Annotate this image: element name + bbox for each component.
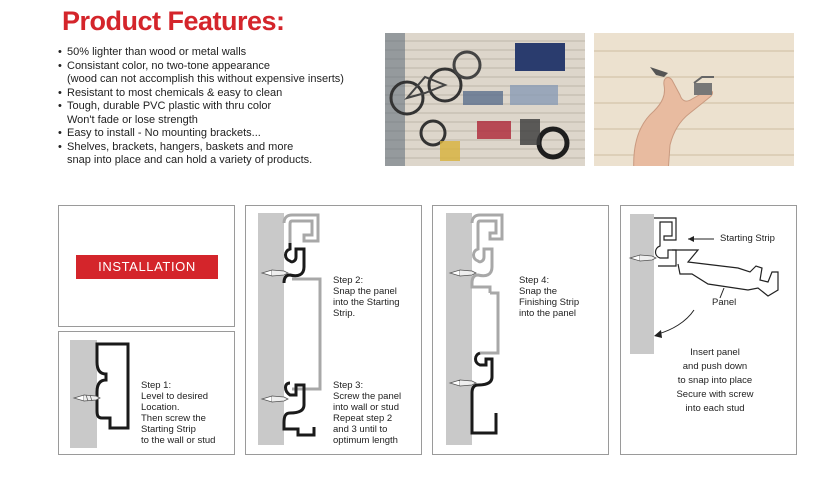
step1-text: Step 1: Level to desired Location. Then screw the Starting Strip to the wall or stud: [141, 380, 216, 446]
feature-text: Easy to install - No mounting brackets...: [67, 127, 261, 139]
arrowhead-icon: [654, 330, 662, 338]
installation-label: INSTALLATION: [76, 255, 218, 279]
feature-item: [58, 100, 388, 127]
panel-profile: [672, 250, 778, 296]
wall-section: [446, 213, 472, 445]
feature-subtext: Won't fade or lose strength: [67, 113, 198, 126]
insert-direction-arrow: [658, 310, 694, 334]
wall-section: [70, 340, 97, 448]
feature-text: 50% lighter than wood or metal walls: [67, 46, 247, 58]
wall-section: [630, 214, 654, 354]
panel-label: Panel: [712, 297, 737, 308]
hand-inserting-hook-photo: [594, 33, 794, 166]
step2-3-diagram: [258, 213, 328, 445]
feature-text: Consistant color, no two-tone appearance: [67, 59, 271, 72]
starting-strip: [654, 218, 676, 266]
panel-profile-black: [284, 383, 314, 435]
insert-instruction-text: Insert panel and push down to snap into place Secure with screw into each stud: [676, 347, 754, 414]
page-title: Product Features:: [62, 6, 285, 36]
wall-section: [258, 213, 284, 445]
step4-text: Step 4: Snap the Finishing Strip into the panel: [519, 275, 580, 319]
bullet-icon: •: [58, 140, 62, 153]
panel-profile: [284, 215, 318, 243]
feature-text: Tough, durable PVC plastic with thru color: [67, 100, 272, 112]
starting-strip: [472, 243, 492, 293]
step3-text: Step 3: Screw the panel into wall or stud Repeat step 2 and 3 until to optimum length: [333, 380, 402, 446]
feature-subtext: (wood can not accomplish this without expensive inserts): [67, 73, 344, 85]
garage-wall-photo: [385, 33, 585, 166]
arrowhead-icon: [688, 236, 694, 242]
panel-profile: [292, 279, 320, 389]
hand-hook-illustration: [594, 33, 794, 166]
starting-strip: [284, 243, 304, 283]
bullet-icon: •: [58, 127, 62, 139]
step4-diagram: [446, 213, 512, 445]
feature-subtext: snap into place and can hold a variety of products.: [67, 154, 313, 166]
bullet-icon: •: [58, 46, 62, 58]
garage-wall-illustration: [385, 33, 585, 166]
bullet-icon: •: [58, 100, 62, 112]
bullet-icon: •: [58, 59, 62, 72]
step1-diagram: [70, 340, 135, 448]
feature-item: [58, 87, 388, 101]
feature-item: [58, 127, 388, 141]
feature-item: [58, 46, 388, 60]
starting-strip-label: Starting Strip: [720, 233, 775, 244]
panel-profile: [480, 293, 498, 353]
feature-text: Shelves, brackets, hangers, baskets and more: [67, 140, 294, 153]
feature-item: [58, 60, 388, 87]
feature-text: Resistant to most chemicals & easy to clean: [67, 86, 283, 99]
feature-item: [58, 141, 388, 168]
starting-strip: [97, 344, 128, 428]
feature-list: [58, 46, 388, 168]
finishing-strip: [472, 353, 496, 433]
bullet-icon: •: [58, 86, 62, 99]
panel-profile: [472, 215, 502, 243]
step2-text: Step 2: Snap the panel into the Starting Strip.: [333, 275, 400, 319]
